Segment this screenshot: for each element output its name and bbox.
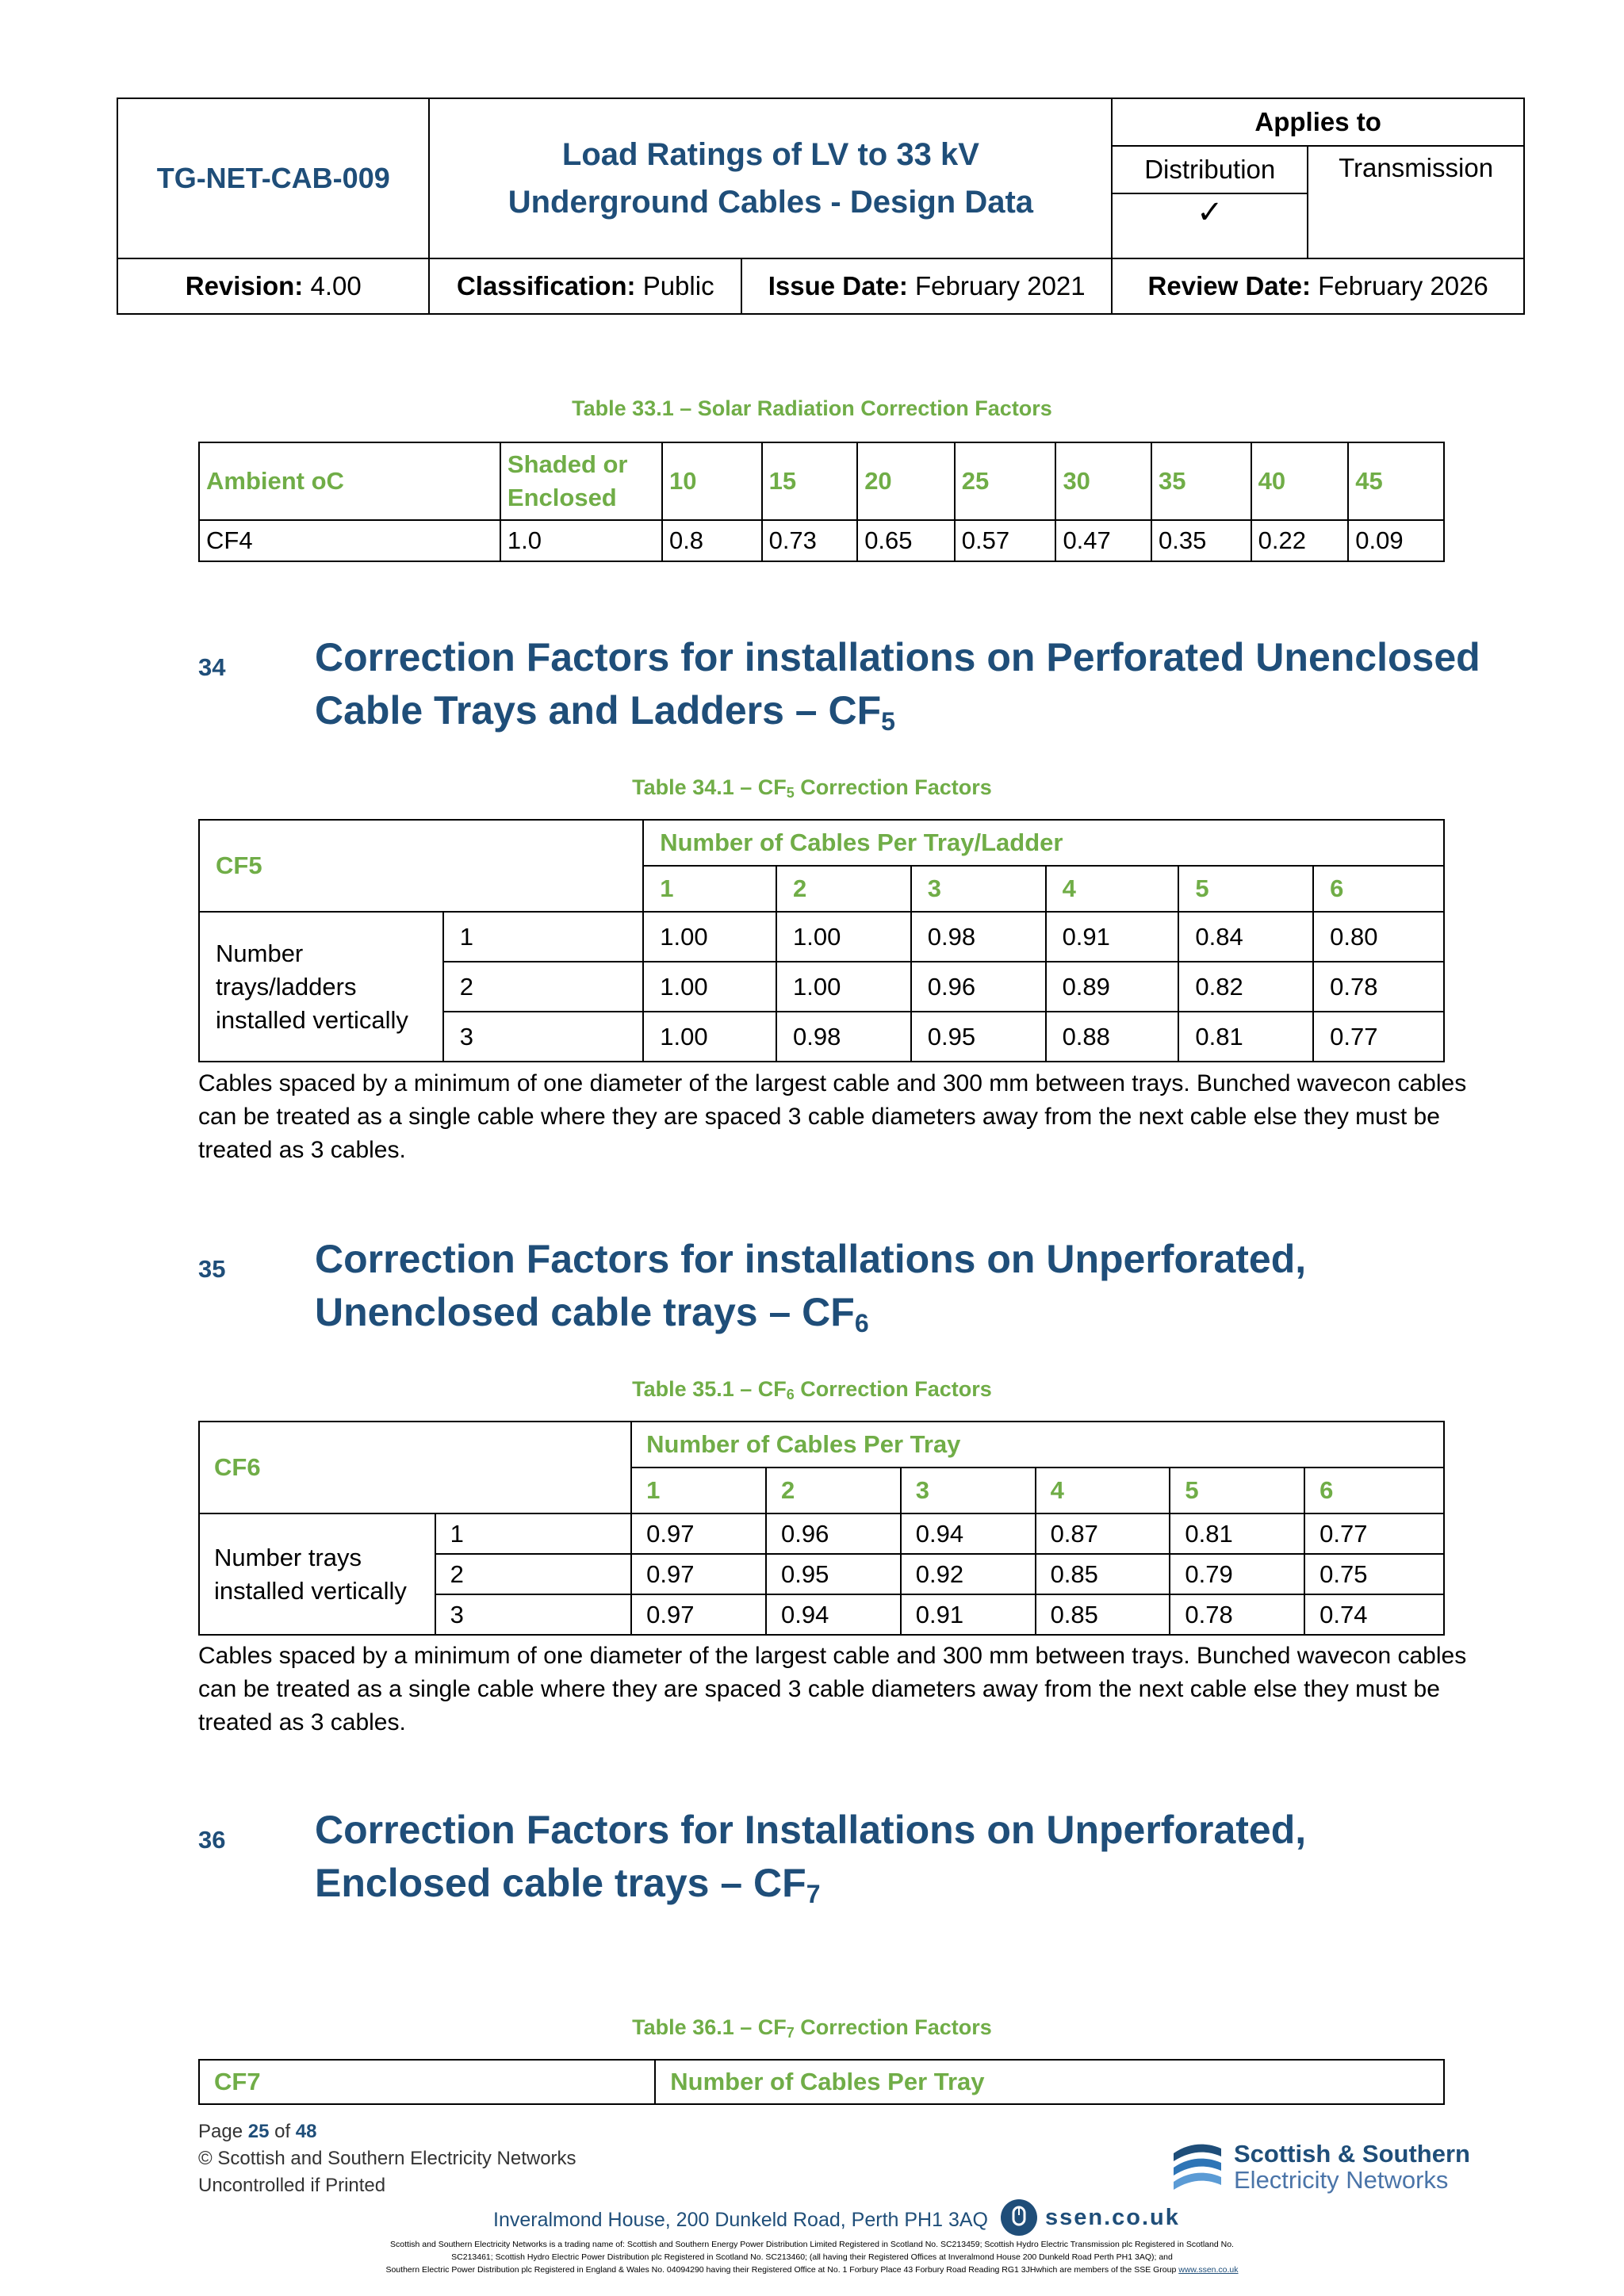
web-globe-icon: [999, 2198, 1039, 2237]
applies-to-label: Applies to: [1112, 98, 1524, 146]
row-group-label: Number trays installed vertically: [199, 1513, 435, 1635]
column-header: 3: [901, 1468, 1036, 1513]
table-cell: 1.00: [776, 962, 911, 1012]
table-cell: 0.98: [776, 1012, 911, 1062]
column-header: 2: [766, 1468, 901, 1513]
table-36-corner: CF7: [199, 2060, 655, 2104]
column-header: 6: [1313, 866, 1444, 912]
issue-date-cell: Issue Date: February 2021: [741, 258, 1112, 314]
table-33-header: 25: [955, 442, 1056, 520]
website-link[interactable]: ssen.co.uk: [1045, 2205, 1180, 2230]
doc-code: TG-NET-CAB-009: [117, 98, 429, 258]
table-cell: 0.97: [631, 1594, 766, 1635]
doc-title-line1: Load Ratings of LV to 33 kV: [561, 137, 979, 172]
column-header: 4: [1046, 866, 1179, 912]
table-cell: 0.80: [1313, 912, 1444, 962]
table-33-header: 35: [1151, 442, 1251, 520]
table-cell: 0.94: [901, 1513, 1036, 1554]
document-header: [117, 98, 1525, 315]
table-cell: 3: [435, 1594, 632, 1635]
table-cell: 0.8: [662, 520, 762, 561]
column-header: 5: [1170, 1468, 1304, 1513]
table-cell: 3: [443, 1012, 643, 1062]
ssen-logo-icon: [1169, 2136, 1226, 2193]
table-cell: 0.85: [1036, 1554, 1170, 1594]
table-cell: 0.94: [766, 1594, 901, 1635]
column-header: 5: [1178, 866, 1313, 912]
table-cell: 1.00: [643, 1012, 776, 1062]
table-35-corner: CF6: [199, 1422, 631, 1513]
section-35-number: 35: [198, 1255, 226, 1283]
column-header: 2: [776, 866, 911, 912]
page-number: Page 25 of 48: [198, 2121, 317, 2142]
table-33-header: 45: [1348, 442, 1444, 520]
transmission-label: Transmission: [1308, 146, 1524, 258]
table-36-group-header: Number of Cables Per Tray: [655, 2060, 1444, 2104]
table-cell: 0.65: [857, 520, 955, 561]
table-34-group-header: Number of Cables Per Tray/Ladder: [643, 820, 1444, 866]
table-cell: 0.47: [1055, 520, 1151, 561]
column-header: 6: [1304, 1468, 1444, 1513]
table-34-note: Cables spaced by a minimum of one diameter of the largest cable and 300 mm between trays. Bunched wavecon cables can be treated as a single cable where they are spaced 3 cable diameters away from the next cable else they must be treated as 3 cables.: [198, 1070, 1467, 1163]
table-cell: 0.84: [1178, 912, 1313, 962]
table-cell: 0.22: [1251, 520, 1349, 561]
table-cell: 0.81: [1170, 1513, 1304, 1554]
table-33-caption: Table 33.1 – Solar Radiation Correction Factors: [572, 396, 1052, 420]
column-header: 3: [911, 866, 1046, 912]
table-35-caption: Table $35.1 - CF_6$ Correction Factors: [632, 1377, 992, 1402]
table-33-header: 40: [1251, 442, 1349, 520]
table-cell: 0.97: [631, 1513, 766, 1554]
table-cell: 0.77: [1304, 1513, 1444, 1554]
table-34: [198, 819, 1445, 1062]
table-cell: 1.00: [643, 912, 776, 962]
table-cell: 0.09: [1348, 520, 1444, 561]
ssen-logo: [1169, 2136, 1518, 2196]
table-cell: 0.97: [631, 1554, 766, 1594]
section-34-heading: Correction Factors for installations on Perforated Unenclosed Cable Trays and Ladders – $CF_5$: [315, 635, 1480, 736]
table-cell: 0.92: [901, 1554, 1036, 1594]
table-cell: 0.85: [1036, 1594, 1170, 1635]
table-row: [199, 1513, 1444, 1554]
table-cell: 0.74: [1304, 1594, 1444, 1635]
table-cell: 0.91: [1046, 912, 1179, 962]
table-cell: 1.00: [776, 912, 911, 962]
table-cell: 0.73: [762, 520, 858, 561]
section-36-number: 36: [198, 1826, 226, 1854]
table-33-header: 20: [857, 442, 955, 520]
classification-cell: Classification: Public: [429, 258, 741, 314]
table-33-header: 15: [762, 442, 858, 520]
uncontrolled-note: Uncontrolled if Printed: [198, 2175, 386, 2196]
column-header: 4: [1036, 1468, 1170, 1513]
table-cell: 2: [443, 962, 643, 1012]
table-cell: 1: [435, 1513, 632, 1554]
table-cell: 0.75: [1304, 1554, 1444, 1594]
table-cell: 1.0: [500, 520, 662, 561]
review-date-cell: Review Date: February 2026: [1112, 258, 1524, 314]
distribution-check-icon: ✓: [1112, 193, 1308, 258]
revision-cell: Revision: 4.00: [117, 258, 429, 314]
table-cell: 0.79: [1170, 1554, 1304, 1594]
table-cell: 1: [443, 912, 643, 962]
footer-info: [198, 2118, 576, 2199]
section-36-heading: Correction Factors for Installations on Unperforated, Enclosed cable trays – $CF_7$: [315, 1808, 1307, 1908]
table-cell: 0.78: [1313, 962, 1444, 1012]
table-cell: 2: [435, 1554, 632, 1594]
table-33: [198, 442, 1445, 562]
table-35: [198, 1421, 1445, 1636]
table-cell: 0.35: [1151, 520, 1251, 561]
table-cell: 1.00: [643, 962, 776, 1012]
table-cell: 0.91: [901, 1594, 1036, 1635]
section-34-number: 34: [198, 653, 226, 681]
row-group-label: Number trays/ladders installed vertically: [199, 912, 443, 1062]
table-36-caption: Table $36.1 - CF_7$ Correction Factors: [632, 2015, 992, 2041]
doc-title: [429, 98, 1112, 258]
section-35-heading: Correction Factors for installations on Unperforated, Unenclosed cable trays – $CF_6$: [315, 1237, 1307, 1337]
table-cell: 0.95: [911, 1012, 1046, 1062]
column-header: 1: [631, 1468, 766, 1513]
table-35-group-header: Number of Cables Per Tray: [631, 1422, 1444, 1468]
table-cell: 0.77: [1313, 1012, 1444, 1062]
copyright: © Scottish and Southern Electricity Networks: [198, 2148, 576, 2169]
table-cell: 0.98: [911, 912, 1046, 962]
table-35-note: Cables spaced by a minimum of one diameter of the largest cable and 300 mm between trays. Bunched wavecon cables can be treated as a single cable where they are spaced 3 cable diameters away from the next cable else they must be treated as 3 cables.: [198, 1643, 1467, 1735]
table-33-header: 30: [1055, 442, 1151, 520]
table-cell: 0.57: [955, 520, 1056, 561]
table-33-header: Shaded or Enclosed: [500, 442, 662, 520]
table-33-header-row: [199, 442, 1444, 520]
office-address: Inveralmond House, 200 Dunkeld Road, Perth PH1 3AQ: [493, 2209, 988, 2231]
distribution-label: Distribution: [1112, 146, 1308, 193]
table-36: [198, 2059, 1445, 2105]
fine-print-link[interactable]: www.ssen.co.uk: [1178, 2265, 1239, 2275]
table-cell: 0.95: [766, 1554, 901, 1594]
table-34-corner: CF5: [199, 820, 643, 912]
table-cell: 0.89: [1046, 962, 1179, 1012]
table-cell: 0.81: [1178, 1012, 1313, 1062]
table-34-caption: Table $34.1 - CF_5$ Correction Factors: [632, 775, 992, 801]
table-cell: CF4: [199, 520, 500, 561]
table-cell: 0.96: [911, 962, 1046, 1012]
column-header: 1: [643, 866, 776, 912]
table-33-header: 10: [662, 442, 762, 520]
table-33-header: Ambient oC: [199, 442, 500, 520]
legal-fine-print: Scottish and Southern Electricity Networks is a trading name of: Scottish and Southern Energy Power Distribution Limited Registered in Scotland No. SC213459; Scottish Hydro Electric Transmission plc Registered in Scotland No. SC213461; Scottish Hydro Electric Power Distribution plc Registered in Scotland No. SC213460; (all having their Registered Offices at Inveralmond House 200 Dunkeld Road Perth PH1 3AQ); and Southern Electric Power Distribution plc Registered in England & Wales No. 04094290 having their Registered Office at No. 1 Forbury Place 43 Forbury Road Reading RG1 3JHwhich are members of the SSE Group www.ssen.co.uk: [385, 2240, 1239, 2275]
table-cell: 0.88: [1046, 1012, 1179, 1062]
doc-title-line2: Underground Cables - Design Data: [508, 185, 1034, 220]
brand-name: Scottish & Southern Electricity Networks: [1234, 2140, 1470, 2194]
table-cell: 0.82: [1178, 962, 1313, 1012]
table-cell: 0.87: [1036, 1513, 1170, 1554]
table-row: [199, 520, 1444, 561]
table-cell: 0.78: [1170, 1594, 1304, 1635]
table-row: [199, 912, 1444, 962]
table-cell: 0.96: [766, 1513, 901, 1554]
